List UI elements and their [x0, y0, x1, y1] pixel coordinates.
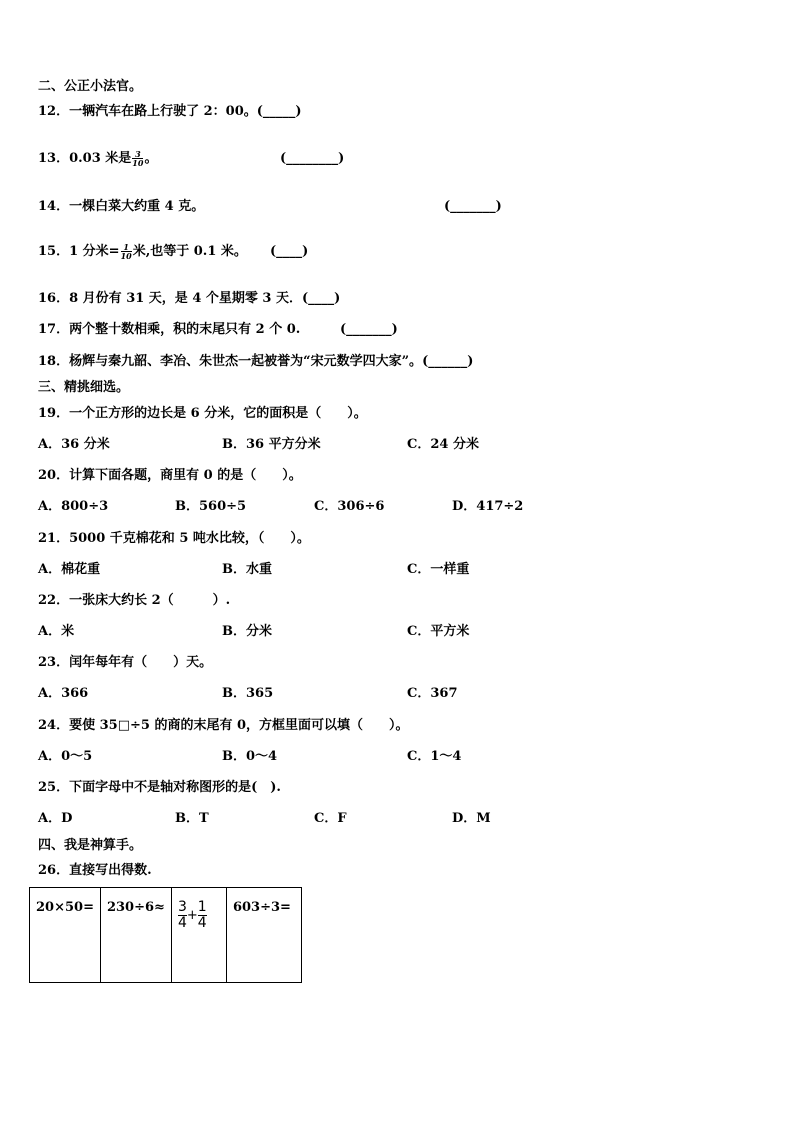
option-a[interactable]: A．棉花重	[38, 562, 101, 577]
option-c[interactable]: C．一样重	[407, 562, 470, 577]
option-c[interactable]: C．367	[407, 686, 458, 701]
answer-blank[interactable]: (_____)	[256, 104, 302, 119]
question-12: 12．一辆汽车在路上行驶了 2：00。(_____)	[38, 104, 302, 119]
calc-cell-fraction[interactable]: $\frac{3}{4}$ + $\frac{1}{4}$	[171, 888, 226, 983]
option-a[interactable]: A．800÷3	[38, 499, 109, 514]
question-14: 14．一棵白菜大约重 4 克。	[38, 199, 205, 214]
option-a[interactable]: A．36 分米	[38, 437, 110, 452]
question-22: 22．一张床大约长 2（ ）.	[38, 593, 231, 608]
question-23: 23．闰年每年有（ ）天。	[38, 655, 213, 670]
fraction: $\frac{1}{4}$	[197, 899, 207, 931]
question-20: 20．计算下面各题，商里有 0 的是（ ）。	[38, 468, 302, 483]
answer-blank[interactable]: (________)	[280, 151, 345, 166]
option-c[interactable]: C．平方米	[407, 624, 470, 639]
option-d[interactable]: D．M	[452, 811, 491, 826]
option-a[interactable]: A．0～5	[38, 749, 93, 764]
calc-table	[29, 887, 302, 983]
fraction: $\frac{3}{10}$	[132, 149, 144, 168]
option-a[interactable]: A．D	[38, 811, 73, 826]
option-b[interactable]: B．水重	[222, 562, 272, 577]
question-13: 13．0.03 米是 $\frac{3}{10}$ 。	[38, 149, 158, 168]
option-c[interactable]: C．306÷6	[314, 499, 385, 514]
option-a[interactable]: A．366	[38, 686, 89, 701]
option-b[interactable]: B．分米	[222, 624, 272, 639]
question-21: 21．5000 千克棉花和 5 吨水比较，（ ）。	[38, 531, 310, 546]
fraction: $\frac{3}{4}$	[177, 899, 187, 931]
option-d[interactable]: D．417÷2	[452, 499, 524, 514]
option-a[interactable]: A．米	[38, 624, 75, 639]
answer-blank[interactable]: (____)	[302, 291, 341, 306]
answer-blank[interactable]: (______)	[422, 354, 474, 369]
option-b[interactable]: B．365	[222, 686, 274, 701]
answer-blank[interactable]: (_______)	[340, 322, 398, 337]
section-heading-4: 四、我是神算手。	[38, 838, 143, 853]
section-heading-2: 二、公正小法官。	[38, 79, 143, 94]
question-26: 26．直接写出得数.	[38, 863, 152, 878]
question-16: 16．8 月份有 31 天，是 4 个星期零 3 天．(____)	[38, 291, 341, 306]
question-17: 17．两个整十数相乘，积的末尾只有 2 个 0.	[38, 322, 301, 337]
option-b[interactable]: B．36 平方分米	[222, 437, 321, 452]
calc-cell[interactable]: 230÷6≈	[100, 888, 171, 983]
option-b[interactable]: B．T	[175, 811, 209, 826]
fraction: $\frac{1}{10}$	[120, 242, 132, 261]
option-b[interactable]: B．0～4	[222, 749, 278, 764]
question-25: 25．下面字母中不是轴对称图形的是( ).	[38, 780, 281, 795]
option-c[interactable]: C．F	[314, 811, 347, 826]
answer-blank[interactable]: (____)	[270, 244, 309, 259]
option-c[interactable]: C．24 分米	[407, 437, 479, 452]
question-15: 15．1 分米= $\frac{1}{10}$ 米,也等于 0.1 米。	[38, 242, 247, 261]
calc-cell[interactable]: 603÷3=	[226, 888, 301, 983]
option-b[interactable]: B．560÷5	[175, 499, 247, 514]
option-c[interactable]: C．1～4	[407, 749, 462, 764]
answer-blank[interactable]: (_______)	[444, 199, 502, 214]
question-24: 24．要使 35□÷5 的商的末尾有 0，方框里面可以填（ ）。	[38, 718, 409, 733]
question-19: 19．一个正方形的边长是 6 分米，它的面积是（ ）。	[38, 406, 367, 421]
question-18: 18．杨辉与秦九韶、李冶、朱世杰一起被誉为“宋元数学四大家”。(______)	[38, 354, 474, 369]
section-heading-3: 三、精挑细选。	[38, 380, 130, 395]
calc-cell[interactable]: 20×50=	[30, 888, 101, 983]
